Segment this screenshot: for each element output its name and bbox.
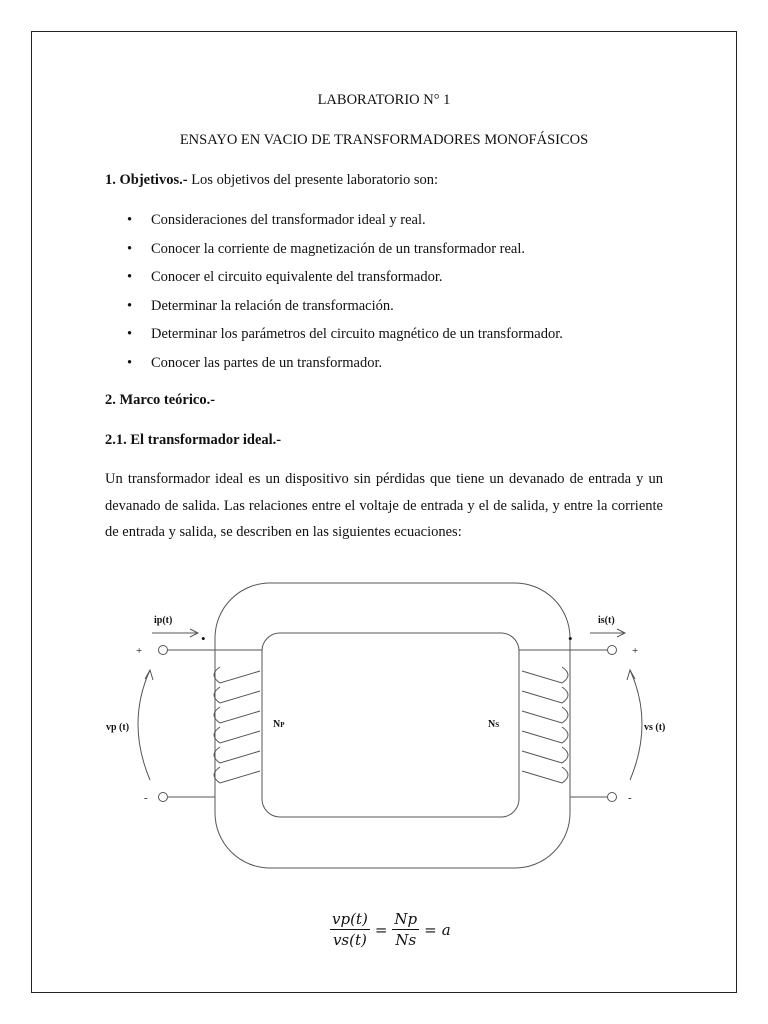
bullet: • [127,269,133,286]
primary-terminal-bottom [159,793,168,802]
list-item [105,284,563,313]
np-label: NP [273,719,285,730]
bullet: • [127,212,133,228]
list-item [105,312,563,341]
is-arrow [590,629,625,637]
list-item-text: Conocer las partes de un transformador. [151,354,383,371]
transformer-ratio-equation [330,910,451,949]
primary-terminal-top [159,646,168,655]
equation-a: a [441,920,451,939]
list-item-text: Determinar los parámetros del circuito magnético de un transformador. [151,326,563,343]
turns-ratio-fraction [392,910,419,949]
list-item [105,341,563,370]
document-subtitle: ENSAYO EN VACIO DE TRANSFORMADORES MONOFÁSICOS [179,132,589,148]
vp-arc [138,670,150,780]
transformer-diagram [106,575,666,875]
equals-sign: = [374,920,388,939]
primary-minus: - [144,792,148,804]
secondary-terminal-top [608,646,617,655]
section-heading-marco-teorico: 2. Marco teórico.- [105,392,216,408]
core-outer [215,583,570,868]
primary-polarity-dot: • [201,631,206,646]
ip-arrow [152,629,198,637]
list-item-text: Determinar la relación de transformación. [151,297,394,314]
secondary-terminal-bottom [608,793,617,802]
is-label: is(t) [598,615,615,626]
secondary-coil [522,667,568,783]
primary-plus: + [136,645,143,657]
secondary-minus: - [628,792,632,804]
list-item-text: Conocer la corriente de magnetización de un transformador real. [151,240,526,257]
core-inner [262,633,519,817]
objectives-label: 1. Objetivos.- [105,172,188,188]
list-item [105,255,563,284]
equation-vp: vp(t) [332,910,368,928]
bullet: • [127,240,133,257]
list-item [105,227,563,256]
primary-coil [214,667,260,783]
objectives-intro: Los objetivos del presente laboratorio son: [187,172,439,188]
equation-ns: Ns [395,931,417,949]
vs-arc [630,670,642,780]
voltage-ratio-fraction [330,910,370,949]
bullet: • [127,354,133,371]
section-heading-transformador-ideal: 2.1. El transformador ideal.- [105,432,282,448]
ip-label: ip(t) [154,615,173,626]
objectives-line [105,172,438,189]
vs-label: vs (t) [644,722,666,733]
list-item [105,198,563,227]
ns-label: NS [488,719,500,730]
bullet: • [127,297,133,314]
list-item-text: Consideraciones del transformador ideal y real. [151,212,426,228]
secondary-plus: + [632,645,639,657]
document-title: LABORATORIO N° 1 [317,92,451,108]
bullet: • [127,326,133,343]
equals-sign-2: = [424,920,437,939]
vp-label: vp (t) [106,722,130,733]
list-item-text: Conocer el circuito equivalente del transformador. [151,269,443,286]
equation-vs: vs(t) [332,931,367,949]
equation-np: Np [394,910,418,928]
objectives-list [105,198,563,370]
body-paragraph: Un transformador ideal es un dispositivo sin pérdidas que tiene un devanado de entrada y un devanado de salida. Las relaciones entre el voltaje de entrada y el de salida, y entre la corriente de entrada y salida, se describen en las siguientes ecuaciones: [105,471,663,540]
secondary-polarity-dot: • [568,631,573,646]
